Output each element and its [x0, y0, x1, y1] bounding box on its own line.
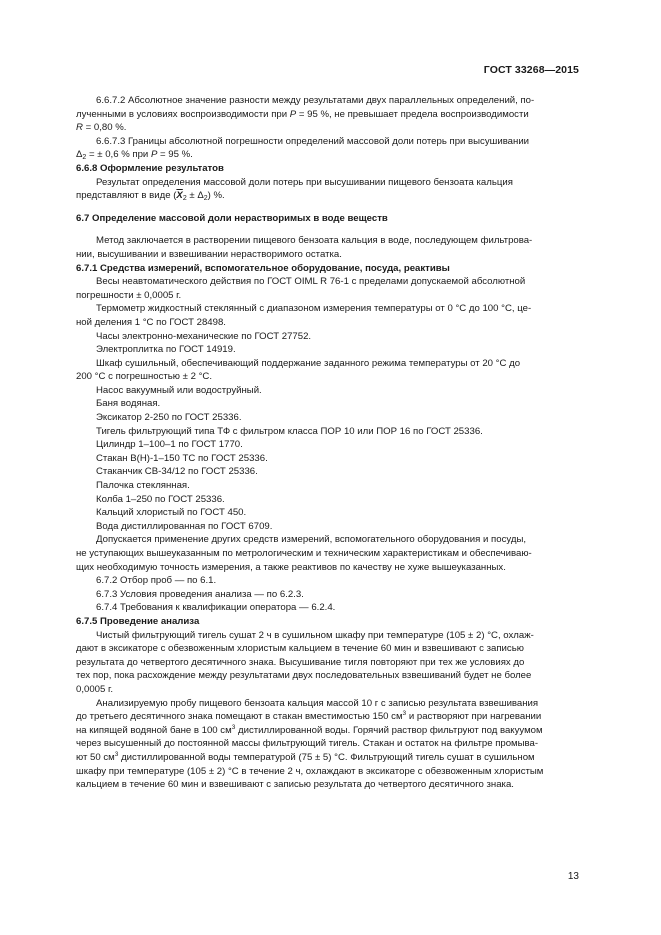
- superscript: 3: [231, 723, 236, 731]
- equipment-list-line: не уступающих вышеуказанным по метрологическим и техническим характеристикам и обеспечиваю-: [76, 548, 532, 559]
- text-line: тех пор, пока расхождение между результатами двух последовательных взвешиваний будет не более: [76, 670, 532, 682]
- equipment-list-line: 200 °С с погрешностью ± 2 °С.: [76, 371, 213, 383]
- text-line: [76, 724, 580, 738]
- equipment-list-line: щих необходимую точность измерения, а также реактивов по качеству не хуже вышеуказанных.: [76, 561, 506, 573]
- text-line: [76, 108, 580, 122]
- text-line: 0,0005 г.: [76, 683, 114, 695]
- variable-r: R: [76, 122, 83, 134]
- page-number: 13: [567, 871, 579, 882]
- equipment-list-line: ной деления 1 °С по ГОСТ 28498.: [76, 316, 226, 328]
- equipment-list-line: Стакан В(Н)-1–150 ТС по ГОСТ 25336.: [96, 452, 268, 464]
- variable-p: P: [289, 108, 297, 120]
- clause-6-7-5: [76, 615, 580, 792]
- text-line: нии, высушивании и взвешивании нерастворимого остатка.: [76, 248, 342, 260]
- equipment-list-line: Шкаф сушильный, обеспечивающий поддержание заданного режима температуры от 20 °С до: [96, 357, 521, 369]
- text-span: = 95 %, не превышает предела воспроизводимости: [296, 108, 529, 120]
- text-span: = 0,80 %.: [82, 122, 127, 134]
- section-heading: 6.6.8 Оформление результатов: [76, 162, 224, 174]
- text-line: [76, 751, 580, 765]
- equipment-list-line: Эксикатор 2-250 по ГОСТ 25336.: [96, 412, 242, 424]
- text-span: 6.6.7.3 Границы абсолютной погрешности определений массовой доли потерь при высушивании: [96, 135, 530, 147]
- text-span: и растворяют при нагревании: [406, 711, 542, 723]
- delta-symbol: Δ: [76, 149, 83, 161]
- text-span: дистиллированной воды температурой (75 ± 5) °С. Фильтрующий тигель сушат в сушильном: [118, 751, 535, 763]
- text-line: Анализируемую пробу пищевого бензоата кальция массой 10 г с записью результата взвешивания: [96, 697, 539, 709]
- text-span: 6.6.7.2 Абсолютное значение разности между результатами двух параллельных определений, по-: [96, 95, 535, 106]
- page-content: [76, 94, 580, 792]
- text-span: ют 50 см: [76, 751, 115, 763]
- text-span: Результат определения массовой доли потерь при высушивании пищевого бензоата кальция: [96, 176, 513, 188]
- clause-6-6-8: [76, 162, 580, 203]
- text-span: = ± 0,6 % при: [86, 149, 151, 161]
- text-line: [76, 135, 580, 149]
- clause-6-7-4: 6.7.4 Требования к квалификации оператора — 6.2.4.: [96, 602, 336, 614]
- text-line: Чистый фильтрующий тигель сушат 2 ч в сушильном шкафу при температуре (105 ± 2) °С, охлаж-: [96, 629, 534, 641]
- equipment-list-line: Тигель фильтрующий типа ТФ с фильтром класса ПОР 10 или ПОР 16 по ГОСТ 25336.: [96, 425, 483, 437]
- procedure-paragraph-2: [76, 697, 580, 792]
- subscript: 2: [203, 195, 208, 203]
- equipment-list-line: Стаканчик СВ-34/12 по ГОСТ 25336.: [96, 466, 258, 478]
- text-line: [76, 189, 580, 203]
- equipment-list-line: Термометр жидкостный стеклянный с диапазоном измерения температуры от 0 °С до 100 °С, це-: [96, 303, 532, 315]
- equipment-list-line: Палочка стеклянная.: [96, 480, 190, 492]
- subscript: 2: [182, 195, 187, 203]
- text-line: кальцием в течение 60 мин и взвешивают с записью результата до четвертого десятичного знака.: [76, 779, 514, 791]
- clause-6-7-1: [76, 262, 580, 575]
- equipment-list-line: Баня водяная.: [96, 398, 161, 410]
- text-line: [76, 121, 580, 135]
- text-line: [76, 94, 580, 108]
- text-line: [76, 176, 580, 190]
- equipment-list-line: Колба 1–250 по ГОСТ 25336.: [96, 493, 225, 505]
- text-line: [76, 148, 580, 162]
- text-line: дают в эксикаторе с обезвоженным хлористым кальцием в течение 60 мин и взвешивают с записью: [76, 643, 524, 655]
- variable-x-bar: $\overline{X}$: [176, 190, 183, 202]
- text-span: до третьего десятичного знака помещают в стакан вместимостью 150 см: [76, 711, 403, 723]
- text-span: ) %.: [207, 190, 225, 202]
- clause-6-6-7-2: [76, 94, 580, 135]
- text-span: ± Δ: [186, 190, 204, 202]
- equipment-list-line: погрешности ± 0,0005 г.: [76, 289, 182, 301]
- equipment-list-line: Насос вакуумный или водоструйный.: [96, 384, 262, 396]
- section-heading: 6.7.1 Средства измерений, вспомогательное оборудование, посуда, реактивы: [76, 262, 450, 274]
- clause-6-7-3: 6.7.3 Условия проведения анализа — по 6.2.3.: [96, 588, 304, 600]
- equipment-list-line: Цилиндр 1–100–1 по ГОСТ 1770.: [96, 439, 243, 451]
- equipment-list-line: Вода дистиллированная по ГОСТ 6709.: [96, 520, 273, 532]
- subscript: 2: [82, 154, 87, 162]
- equipment-list-line: Допускается применение других средств измерений, вспомогательного оборудования и посуды,: [96, 534, 527, 546]
- procedure-paragraph-1: [76, 629, 580, 697]
- equipment-list-line: Электроплитка по ГОСТ 14919.: [96, 344, 236, 356]
- equipment-list-line: Часы электронно-механические по ГОСТ 27752.: [96, 330, 312, 342]
- section-heading-6-7: 6.7 Определение массовой доли нерастворимых в воде веществ: [76, 212, 388, 224]
- text-line: [76, 710, 580, 724]
- clause-6-6-7-3: [76, 135, 580, 162]
- text-line: шкафу при температуре (105 ± 2) °С в течение 2 ч, охлаждают в эксикаторе с обезвоженным хлористым: [76, 765, 544, 777]
- text-span: представляют в виде (: [76, 190, 177, 202]
- text-line: Метод заключается в растворении пищевого бензоата кальция в воде, последующем фильтрова-: [96, 235, 533, 247]
- equipment-list: [76, 275, 580, 574]
- equipment-list-line: Весы неавтоматического действия по ГОСТ OIML R 76-1 с пределами допускаемой абсолютной: [96, 276, 526, 288]
- clause-6-7-2: 6.7.2 Отбор проб — по 6.1.: [96, 575, 217, 587]
- text-span: на кипящей водяной бане в 100 см: [76, 724, 232, 736]
- text-line: через высушенный до постоянной массы фильтрующий тигель. Стакан и остаток на фильтре промыва-: [76, 738, 539, 750]
- section-heading: 6.7.5 Проведение анализа: [76, 615, 200, 627]
- document-header: ГОСТ 33268—2015: [483, 64, 579, 76]
- equipment-list-line: Кальций хлористый по ГОСТ 450.: [96, 507, 247, 519]
- variable-p: P: [150, 149, 158, 161]
- text-span: лученными в условиях воспроизводимости при: [76, 108, 290, 120]
- text-span: дистиллированной воды. Горячий раствор фильтруют под вакуумом: [235, 724, 543, 736]
- text-span: = 95 %.: [157, 149, 193, 161]
- superscript: 3: [114, 750, 119, 758]
- text-line: результата до четвертого десятичного знака. Высушивание тигля повторяют при тех же условиях до: [76, 656, 525, 668]
- method-description: [76, 234, 580, 261]
- superscript: 3: [402, 710, 407, 718]
